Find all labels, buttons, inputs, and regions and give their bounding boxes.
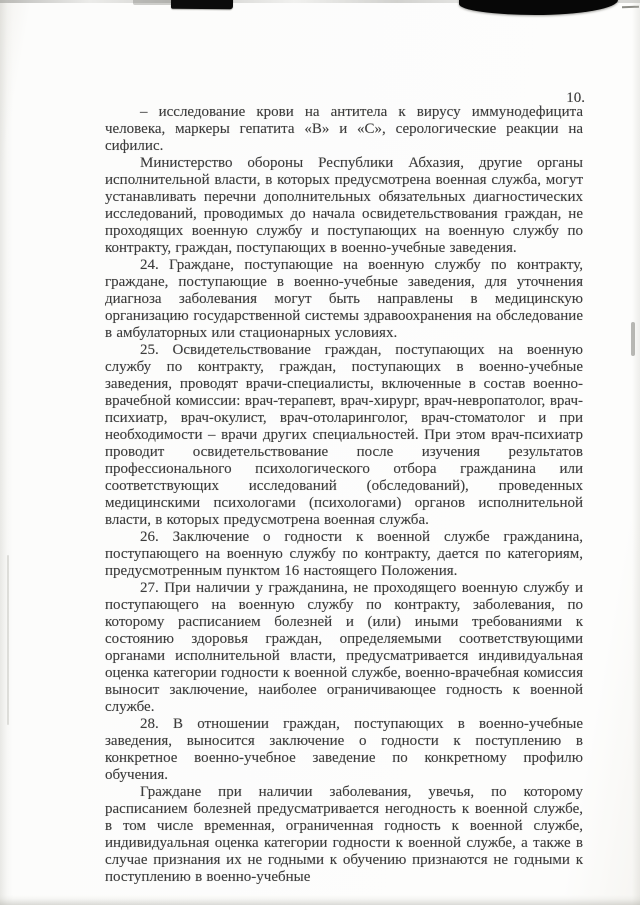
document-body <box>105 104 583 886</box>
paragraph-blood-tests: – исследование крови на антитела к вирусу иммунодефицита человека, маркеры гепатита «В» и «С», серологические реакции на сифилис. <box>105 104 583 154</box>
page-number: 10. <box>566 90 585 106</box>
scan-artifact-left-edge-shading <box>0 0 13 905</box>
scan-artifact-small-ink-mark <box>171 0 233 9</box>
scan-artifact-small-mark-smudge <box>133 0 175 5</box>
scan-artifact-bottom-edge-shading <box>0 895 640 905</box>
scan-artifact-right-edge-mark <box>631 322 635 356</box>
paragraph-citizens-with-diseases: Граждане при наличии заболевания, увечья, по которому расписанием болезней предусматривается негодность к военной службе, в том числе временная, ограниченная годность к военной службе, индивидуальная оценка категории годности к военной службе, а также в случае признания их не годными к обучению признаются не годными к поступлению в военно-учебные <box>105 784 583 885</box>
scan-artifact-large-ink-blob <box>459 0 618 15</box>
paragraph-ministry-of-defense: Министерство обороны Республики Абхазия, другие органы исполнительной власти, в которых предусмотрена военная служба, могут устанавливать перечни дополнительных обязательных диагностических исследований, проводимых до начала освидетельствования граждан, не проходящих военную службу и поступающих на военную службу по контракту, граждан, поступающих в военно-учебные заведения. <box>105 155 583 256</box>
scan-artifact-right-edge-shading <box>632 0 640 905</box>
paragraph-item-27: 27. При наличии у гражданина, не проходящего военную службу и поступающего на военную службу по контракту, заболевания, по которому расписанием болезней и (или) иными требованиями к состоянию здоровья граждан, определяемыми соответствующими органами исполнительной власти, предусматривается индивидуальная оценка категории годности к военной службе, военно-врачебная комиссия выносит заключение, наиболее ограничивающее годность к военной службе. <box>105 580 583 715</box>
paragraph-item-25: 25. Освидетельствование граждан, поступающих на военную службу по контракту, граждан, поступающих в военно-учебные заведения, проводят врачи-специалисты, включенные в состав военно-врачебной комиссии: врач-терапевт, врач-хирург, врач-невропатолог, врач-психиатр, врач-окулист, врач-отоларинголог, врач-стоматолог и при необходимости – врачи других специальностей. При этом врач-психиатр проводит освидетельствование после изучения результатов профессионального психологического отбора гражданина или соответствующих исследований (обследований), проведенных медицинскими психологами (психологами) органов исполнительной власти, в которых предусмотрена военная служба. <box>105 342 583 528</box>
paragraph-item-24: 24. Граждане, поступающие на военную службу по контракту, граждане, поступающие в военно-учебные заведения, для уточнения диагноза заболевания могут быть направлены в медицинскую организацию государственной системы здравоохранения на обследование в амбулаторных или стационарных условиях. <box>105 257 583 341</box>
paragraph-item-26: 26. Заключение о годности к военной службе гражданина, поступающего на военную службу по контракту, дается по категориям, предусмотренным пунктом 16 настоящего Положения. <box>105 529 583 579</box>
paragraph-item-28: 28. В отношении граждан, поступающих в военно-учебные заведения, выносится заключение о годности к поступлению в конкретное военно-учебное заведение по конкретному профилю обучения. <box>105 716 583 783</box>
scan-artifact-left-edge-line <box>7 555 9 725</box>
